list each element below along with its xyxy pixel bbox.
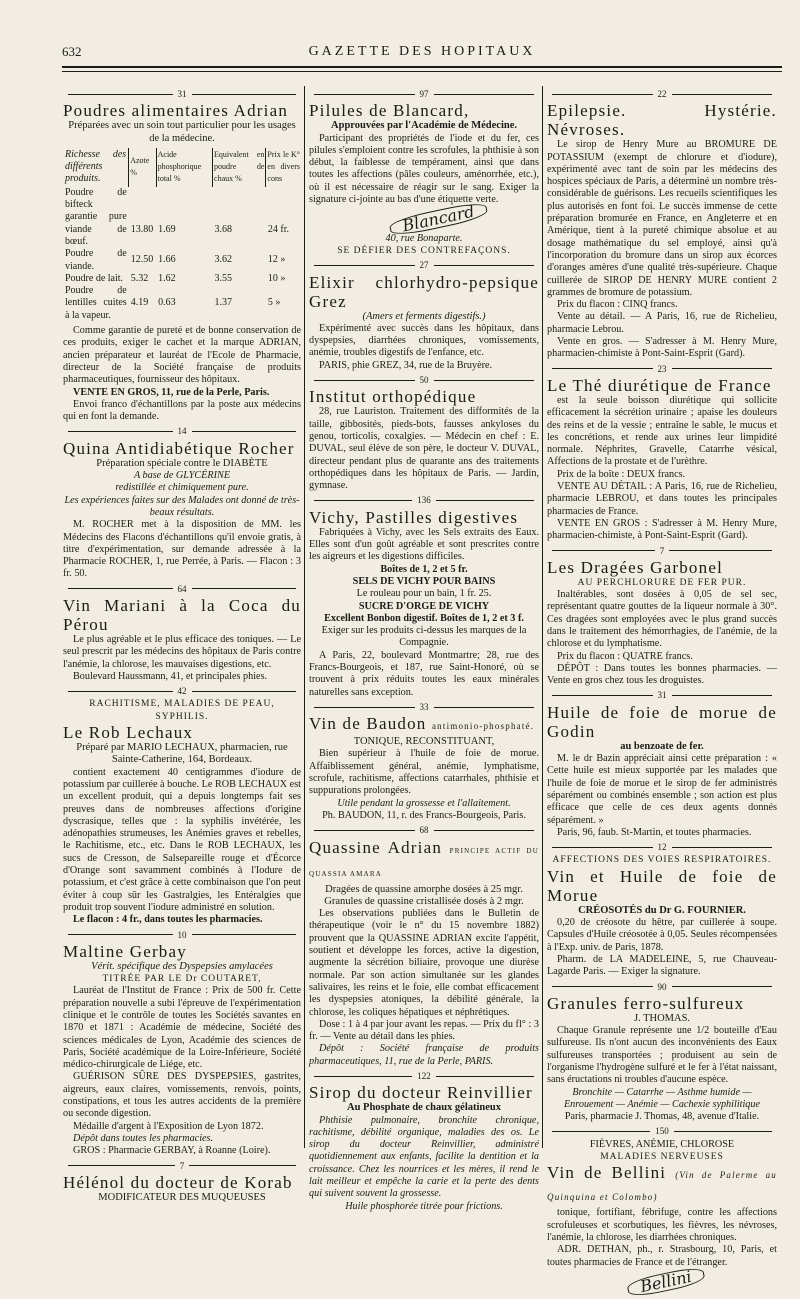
ad-line: TITRÉE PAR LE Dr COUTARET,	[102, 974, 262, 985]
ad-title: Poudres alimentaires Adrian	[63, 101, 289, 121]
ad-title: Vin Mariani à la Coca du Pérou	[63, 595, 301, 634]
ad-number: 64	[63, 583, 301, 595]
ad-line: SELS DE VICHY POUR BAINS	[352, 575, 496, 587]
ad-body: 28, rue Lauriston. Traitement des difformités de la taille, gibbosités, pieds-bots, fausses ankyloses du genou, torticolis, coxalgies. — Médecin en chef : E. DUVAL, seul élève de son père, le docteur V. DUVAL, directeur pendant plus de quarante ans des traitements orthopédiques dans les hôpitaux de Paris. — Jardin, gymnase.	[309, 406, 539, 492]
ad-line: Huile phosphorée titrée pour frictions.	[345, 1200, 503, 1212]
ad-address: Boulevard Haussmann, 41, et principales phies.	[73, 670, 268, 682]
ad-number: 136	[309, 494, 539, 506]
ad-line: Médaille d'argent à l'Exposition de Lyon 1872.	[73, 1120, 264, 1132]
ad-address: Paris, 96, faub. St-Martin, et toutes pharmacies.	[557, 826, 752, 838]
ad-vin-baudon	[309, 701, 539, 822]
ad-price: Le flacon : 4 fr., dans toutes les pharmacies.	[73, 914, 263, 926]
ad-subtitle: Dragées de quassine amorphe dosées à 25 mgr. Granules de quassine cristallisée dosés à 2 mgr.	[324, 883, 524, 907]
ad-number: 97	[309, 88, 539, 100]
ad-line: Vente au détail. — A Paris, 16, rue de Richelieu, pharmacie Lebrou.	[547, 311, 777, 335]
ad-subtitle: Au Phosphate de chaux gélatineux	[346, 1102, 502, 1114]
ad-title: Sirop du docteur Reinvillier	[309, 1083, 533, 1103]
ad-subtitle: Préparées avec un soin tout particulier pour les usages de la médecine.	[68, 120, 296, 144]
ad-rob-lechaux	[63, 685, 301, 926]
ad-quina-rocher	[63, 425, 301, 580]
ad-title: Le Rob Lechaux	[63, 723, 194, 743]
ad-body: Bien supérieur à l'huile de foie de morue. Affaiblissement général, anémie, lymphatisme, scrofule, rachitisme, affections catarrhales, phthisie et suppurations prolongées.	[309, 748, 539, 797]
ad-vin-bellini	[547, 1125, 777, 1295]
ad-elixir-grez	[309, 259, 539, 372]
table-header: Azote %	[129, 148, 156, 187]
ad-title: Granules ferro-sulfureux	[547, 993, 745, 1013]
ad-subtitle: J. THOMAS.	[633, 1012, 691, 1024]
ad-number: 7	[63, 1160, 301, 1172]
ad-number: 33	[309, 701, 539, 713]
ad-the-diuretique	[547, 363, 777, 543]
ad-body: GUÉRISON SÛRE DES DYSPEPSIES, gastrites, aigreurs, eaux claires, vomissements, renvois, points, constipations, et tous les autres accidents de la première ou seconde digestion.	[63, 1071, 301, 1120]
ad-line: Bronchite — Catarrhe — Asthme humide — Enrouement — Anémie — Cachexie syphilitique	[563, 1086, 761, 1110]
ad-body: Le sirop de Henry Mure au BROMURE DE POTASSIUM (exempt de chlorure et d'iodure), expérimenté avec tant de soin par les médecins des hospices spéciaux de Paris, a déterminé un nombre très-considérable de guérisons. Les recueils scientifiques les plus autorisés en font foi. Le succès immense de cette préparation bromurée en France, en Angleterre et en Amérique, tient à la pureté chimique absolue et au dosage mathématique du sel employé, ainsi qu'à l'incorporation du bromure dans un sirop aux écorces d'oranges amères d'une qualité très-supérieure. Chaque cuillerée de SIROP DE HENRY MURE contient 2 grammes de bromure de potassium.	[547, 139, 777, 298]
ad-body: Fabriquées à Vichy, avec les Sels extraits des Eaux. Elles sont d'un goût agréable et sont prescrites contre les aigreurs et les digestions difficiles.	[309, 526, 539, 563]
ad-line: VENTE AU DÉTAIL : A Paris, 16, rue de Richelieu, pharmacie LEBROU, et dans toutes les principales pharmacies de France.	[547, 481, 777, 517]
ad-line: Exiger sur les produits ci-dessus les marques de la Compagnie.	[321, 625, 527, 649]
table-row: Poudre de lentilles cuites à la vapeur. 4.19 0.63 1.37 5 »	[65, 285, 281, 321]
ad-subtitle: Vérit. spécifique des Dyspepsies amylacées	[91, 960, 273, 972]
ad-title: Pilules de Blancard,	[309, 101, 470, 121]
ad-address: ADR. DETHAN, ph., r. Strasbourg, 10, Paris, et toutes pharmacies de France et de l'étranger.	[547, 1244, 777, 1268]
ad-body: A Paris, 22, boulevard Montmartre; 28, rue des Francs-Bourgeois, et 187, rue Saint-Honoré, où se trouvent à prix réduits toutes les eaux minérales naturelles sans exception.	[309, 649, 539, 698]
table-row: Poudre de lait. 5.32 1.62 3.55 10 »	[65, 272, 286, 284]
ad-granules-thomas	[547, 981, 777, 1124]
ad-line: Dose : 1 à 4 par jour avant les repas. — Prix du fl° : 3 fr. — Vente au détail dans les phies.	[309, 1018, 539, 1043]
ad-body: Comme garantie de pureté et de bonne conservation de ces produits, exiger le cachet et la marque ADRIAN, ancien préparateur et lauréat de l'Ecole de Pharmacie, directeur de la Société française de produits pharmaceutiques, fournisseur des hôpitaux.	[63, 325, 301, 386]
ad-body: est la seule boisson diurétique qui sollicite efficacement la sécrétion urinaire ; apaise les douleurs des reins et de la vessie ; entraîne le sable, le mucus et les concrétions, et rende aux urines leur limpidité normale. Néphrites, Gravelle, Catarrhe vésical, Affections de la prostate et de l'urèthre.	[547, 394, 777, 468]
ad-line: Dépôt dans toutes les pharmacies.	[73, 1132, 214, 1144]
ad-address: GROS : Pharmacie GERBAY, à Roanne (Loire).	[73, 1145, 271, 1157]
column-middle	[306, 86, 542, 1212]
table-row: Poudre de bifteck	[65, 186, 127, 211]
ad-subtitle: CRÉOSOTÉS du Dr G. FOURNIER.	[578, 904, 746, 916]
ad-number: 31	[63, 88, 301, 100]
ad-body: Participant des propriétés de l'iode et du fer, ces pilules s'emploient contre les scrofules, la phthisie à son début, la faiblesse de tempérament, ainsi que dans toutes les affections (pâles couleurs, aménorrhée, etc.), où il est nécessaire de réagir sur le sang. Exiger la signature ci-jointe au bas d'une étiquette verte.	[309, 132, 539, 206]
ad-number: 68	[309, 824, 539, 836]
ad-body: contient exactement 40 centigrammes d'iodure de potassium par cuillerée à bouche. Le ROB LECHAUX est un excellent produit, qui a depuis longtemps fait ses preuves dans de nombreuses affections d'origine dyscrasique, telles que : la syphilis invétérée, les adénopathies strumeuses, les Anémies graves et rebelles, le Rachitisme, etc., etc. Dans le ROB LECHAUX, les sucs de Cresson, de Salsepareille rouge et d'Écorce d'Orange sont savamment combinés à l'Iodure de potassium, et c'est grâce à cette combinaison que l'on peut éviter à coup sûr les Gastralgies, les Entéralgies que produit trop souvent l'iodure administré en solution.	[63, 766, 301, 913]
ad-address: Paris, pharmacie J. Thomas, 48, avenue d'Italie.	[564, 1111, 760, 1123]
ad-number: 150	[547, 1125, 777, 1137]
ad-address: Ph. BAUDON, 11, r. des Francs-Bourgeois, Paris.	[322, 809, 526, 821]
ad-body: Inaltérables, sont dosées à 0,05 de sel sec, représentant quatre gouttes de la liqueur normale à 30°. Ces dragées sont employées avec le plus grand succès dans le traitement des hémorrhagies, de l'anémie, de la chlorose et du lymphatisme.	[547, 589, 777, 650]
ad-maltine-gerbay	[63, 929, 301, 1158]
ad-body: Les observations publiées dans le Bulletin de thérapeutique (voir le n° du 15 novembre 1882) prouvent que la QUASSINE ADRIAN excite l'appétit, soutient et développe les forces, active la digestion, augmente la sécrétion biliaire, provoque une diurèse normale. Par son action simultanée sur les glandes salivaires, les reins et le foie, elle combat efficacement les dyspepsies atoniques, la débilité générale, la chlorose, les coliques hépatiques et néphrétiques.	[309, 908, 539, 1018]
ad-price: Prix du flacon : CINQ francs.	[557, 299, 678, 311]
ad-number: 22	[547, 88, 777, 100]
ad-number: 7	[547, 545, 777, 557]
ad-number: 122	[309, 1070, 539, 1082]
ad-title: Les Dragées Garbonel	[547, 557, 723, 577]
ad-body: M. ROCHER met à la disposition de MM. les Médecins des Flacons d'échantillons qu'il envoie gratis, à titre d'expérimentation, sur demande adressée à la Pharmacie ROCHER, 1, rue Perrée, à Paris. — Flacon : 3 fr. 50.	[63, 519, 301, 580]
ad-subtitle: AU PERCHLORURE DE FER PUR.	[577, 577, 747, 588]
header-rule	[62, 66, 782, 68]
ad-line: SUCRE D'ORGE DE VICHY	[358, 600, 490, 612]
ad-number: 42	[63, 685, 301, 697]
ad-subtitle: Préparation spéciale contre le DIABÈTE	[96, 457, 268, 469]
ad-topic: RACHITISME, MALADIES DE PEAU, SYPHILIS.	[89, 699, 275, 722]
column-left	[60, 86, 304, 1203]
ad-title: Vin de Baudon antimonio-phosphaté.	[309, 714, 535, 734]
ad-line: Excellent Bonbon digestif. Boîtes de 1, 2 et 3 f.	[324, 612, 524, 624]
table-header: Prix le K° en divers cons	[266, 148, 301, 187]
ad-body: Lauréat de l'Institut de France : Prix de 500 fr. Cette préparation nouvelle a subi l'épreuve de l'expérimentation clinique et le contrôle de toutes les Sociétés savantes en 1870 et 1871 : Académie de médecine, Société des sciences médicales de Lyon, Académie des sciences de Paris, Société académique de la Loire-Inférieure, Société médico-chirurgicale de Liége, etc.	[63, 985, 301, 1071]
ad-epilepsie-mure	[547, 88, 777, 361]
ad-number: 14	[63, 425, 301, 437]
ad-title: Epilepsie. Hystérie. Névroses.	[547, 101, 777, 140]
column-divider	[304, 86, 305, 1148]
column-divider	[542, 86, 543, 1148]
ad-address: Vente en gros. — S'adresser à M. Henry Mure, pharmacien-chimiste à Pont-Saint-Esprit (Gard).	[547, 336, 777, 360]
ad-subtitle: Préparé par MARIO LECHAUX, pharmacien, rue Sainte-Catherine, 164, Bordeaux.	[76, 742, 288, 766]
ad-body: tonique, fortifiant, fébrifuge, contre les affections scrofuleuses et scorbutiques, les fièvres, les névroses, l'anémie, la chlorose, les diarrhées chroniques.	[547, 1207, 777, 1243]
ad-line: Boîtes de 1, 2 et 5 fr.	[380, 563, 468, 575]
ad-line: Le rouleau pour un bain, 1 fr. 25.	[356, 588, 492, 600]
table-header: Equivalent en poudre de chaux %	[213, 148, 266, 187]
signature: Blancard	[388, 200, 489, 239]
ad-line: A base de GLYCÉRINE	[133, 470, 231, 482]
ad-body: Envoi franco d'échantillons par la poste aux médecins qui en font la demande.	[63, 398, 301, 423]
journal-title: GAZETTE DES HOPITAUX	[308, 44, 536, 59]
ad-address: PARIS, phie GREZ, 34, rue de la Bruyère.	[319, 359, 493, 371]
page-header	[62, 44, 782, 66]
ad-subtitle: Approuvées par l'Académie de Médecine.	[331, 120, 517, 132]
ad-line: Utile pendant la grossesse et l'allaitement.	[337, 797, 511, 809]
ad-number: 31	[547, 689, 777, 701]
ad-line: redistillée et chimiquement pure.	[115, 482, 249, 494]
ad-subtitle: (Amers et ferments digestifs.)	[362, 310, 486, 322]
ad-huile-godin	[547, 689, 777, 839]
ad-subtitle: MODIFICATEUR DES MUQUEUSES	[98, 1191, 266, 1203]
ad-dragees-garbonel	[547, 545, 777, 688]
ad-institut-orthopedique	[309, 374, 539, 492]
ad-address: 40, rue Bonaparte.	[385, 232, 463, 244]
ad-title: Huile de foie de morue de Godin	[547, 702, 777, 741]
ad-number: 23	[547, 363, 777, 375]
ad-warning: SE DÉFIER DES CONTREFAÇONS.	[337, 245, 511, 256]
ad-subtitle: au benzoate de fer.	[620, 740, 704, 752]
table-row: garantie pure viande de bœuf. 13.80 1.69 3.68 24 fr.	[65, 211, 290, 247]
ad-body: 0,20 de créosote du hêtre, par cuillerée à soupe. Capsules d'Huile créosotée à 0,05. Seules récompensées à l'Exp. univ. de Paris, 1878.	[547, 917, 777, 953]
ad-title: Quassine Adrian PRINCIPE ACTIF DU QUASSIA AMARA	[309, 837, 540, 878]
ad-topic: FIÈVRES, ANÉMIE, CHLOROSE	[589, 1138, 735, 1150]
ad-topic: AFFECTIONS DES VOIES RESPIRATOIRES.	[552, 855, 772, 866]
ad-line: Les expériences faites sur des Malades ont donné de très-beaux résultats.	[64, 494, 300, 518]
page-number: 632	[62, 44, 82, 59]
ad-vichy	[309, 494, 539, 698]
ad-title: Maltine Gerbay	[63, 941, 187, 961]
table-header: Acide phosphorique total %	[156, 148, 212, 187]
ad-sale: VENTE EN GROS, 11, rue de la Perle, Paris.	[73, 386, 270, 398]
ad-title: Le Thé diurétique de France	[547, 375, 772, 395]
ad-price: Prix de la boîte : DEUX francs.	[557, 468, 686, 480]
ad-number: 90	[547, 981, 777, 993]
ad-title: Quina Antidiabétique Rocher	[63, 438, 295, 458]
table-label: Richesse des différents produits.	[65, 148, 127, 185]
ad-address: DÉPÔT : Dans toutes les bonnes pharmacies. — Vente en gros chez tous les droguistes.	[547, 662, 777, 687]
ad-address: Dépôt : Société française de produits pharmaceutiques, 11, rue de la Perle, PARIS.	[309, 1043, 539, 1067]
ad-title: Vin et Huile de foie de Morue	[547, 866, 777, 905]
header-rule-thin	[62, 71, 782, 72]
ad-vin-mariani	[63, 583, 301, 683]
ad-title: Elixir chlorhydro-pepsique Grez	[309, 272, 539, 311]
ad-quassine-adrian	[309, 824, 539, 1068]
ad-pilules-blancard	[309, 88, 539, 257]
ad-fournier	[547, 841, 777, 978]
table-row: Poudre de viande. 12.50 1.66 3.62 12 »	[65, 248, 286, 272]
ad-title: Institut orthopédique	[309, 387, 477, 407]
ad-body: Le plus agréable et le plus efficace des toniques. — Le seul prescrit par les médecins des hôpitaux de Paris contre l'anémie, la chlorose, les mauvaises digestions, etc.	[63, 633, 301, 670]
ad-number: 50	[309, 374, 539, 386]
ad-title: Vichy, Pastilles digestives	[309, 507, 519, 527]
ad-body: Phthisie pulmonaire, bronchite chronique, rachitisme, débilité organique, maladies des os. Le sirop du docteur Reinvillier, administré quotidiennement aux enfants, facilite la dentition et la croissance. Chez les nourrices et les mères, il rend le lait meilleur et empêche la carie et la perte des dents qui suivent souvent la grossesse.	[309, 1114, 539, 1200]
ad-subtitle: TONIQUE, RECONSTITUANT,	[353, 736, 495, 748]
ad-body: Expérimenté avec succès dans les hôpitaux, dans dyspepsies, diarrhées chroniques, vomissements, anémie, troubles digestifs de l'enfance, etc.	[309, 322, 539, 359]
column-right	[544, 86, 780, 1297]
composition-table	[63, 148, 301, 322]
ad-body: Chaque Granule représente une 1/2 bouteille d'Eau sulfureuse. Ils n'ont aucun des inconvénients des Eaux sulfureuses transportées ; produisent au sein de l'organisme l'hydrogène sulfuré et le fer à l'état naissant, sans éructations ni troubles d'aucune espèce.	[547, 1025, 777, 1086]
ad-topic: MALADIES NERVEUSES	[600, 1152, 724, 1163]
ad-sirop-reinvillier	[309, 1070, 539, 1213]
ad-number: 27	[309, 259, 539, 271]
ad-number: 12	[547, 841, 777, 853]
ad-title: Vin de Bellini (Vin de Palerme au Quinquina et Colombo)	[547, 1163, 777, 1203]
ad-helenol	[63, 1160, 301, 1205]
signature: Bellini	[626, 1265, 706, 1299]
ad-number: 10	[63, 929, 301, 941]
ad-address: VENTE EN GROS : S'adresser à M. Henry Mure, pharmacien-chimiste, à Pont-Saint-Esprit (Gard).	[547, 517, 777, 542]
ad-title: Hélénol du docteur de Korab	[63, 1172, 293, 1192]
ad-body: M. le dr Bazin appréciait ainsi cette préparation : « Cette huile est mieux supportée par les malades que l'huile de foie de morue et le sirop de fer administrés séparément ou combinés ensemble ; son action est plus efficace que celle de ces deux agents donnés séparément. »	[547, 753, 777, 826]
ad-price: Prix du flacon : QUATRE francs.	[557, 650, 693, 662]
ad-address: Pharm. de LA MADELEINE, 5, rue Chauveau-Lagarde Paris. — Exiger la signature.	[547, 953, 777, 978]
ad-poudres-adrian	[63, 88, 301, 423]
